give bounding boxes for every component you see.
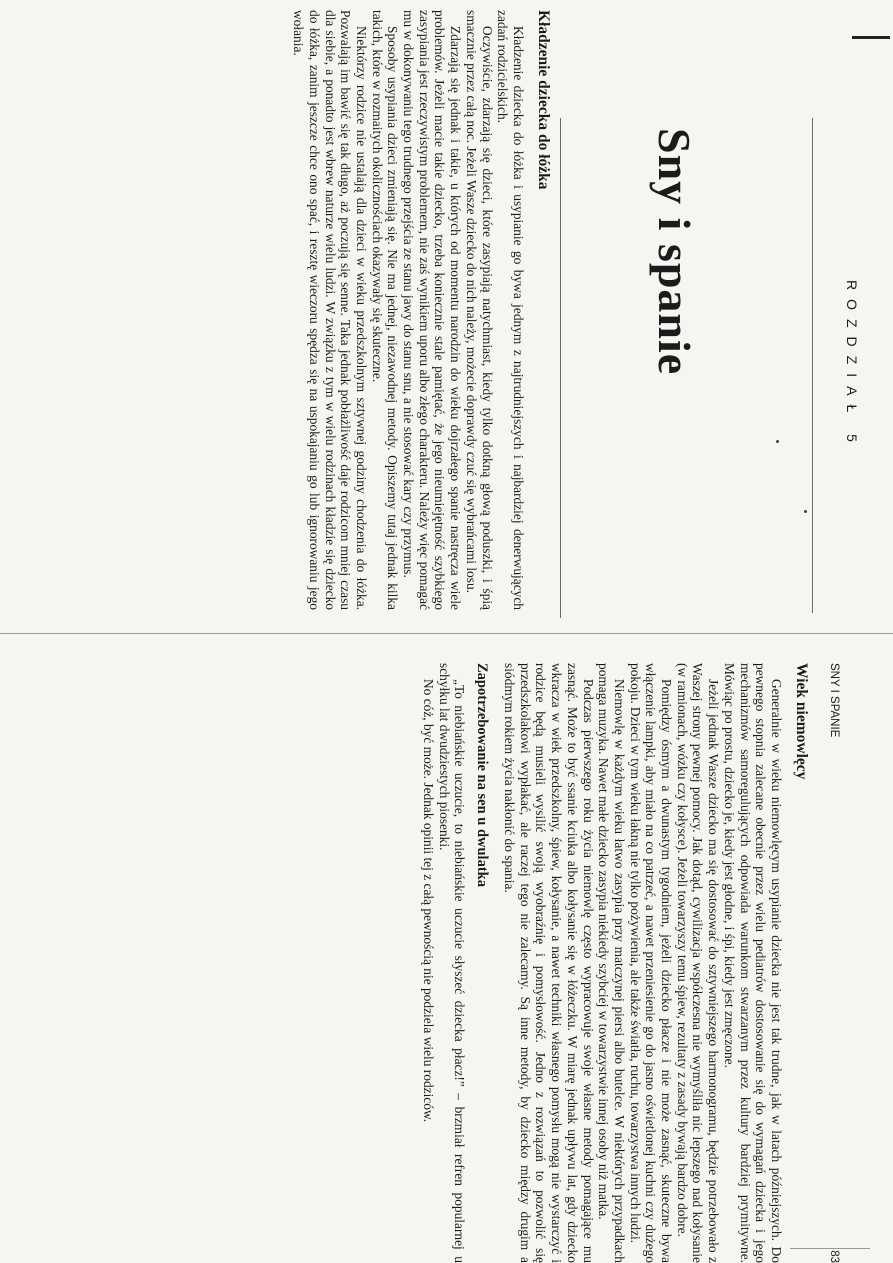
- subsection-title: Zapotrzebowanie na sen u dwulatka: [474, 663, 491, 887]
- paragraph: Sposoby usypiania dzieci zmieniają się. Nie ma jednej, niezawodnej metody. Opiszemy tutaj jednak kilka takich, które w rozmaitych okolicznościach okazywały się skuteczne.: [369, 10, 401, 610]
- paragraph: Niektórzy rodzice nie ustalają dla dzieci w wieku przedszkolnym sztywnej godziny chodzenia do łóżka. Pozwalają im bawić się tak długo, aż poczują się senne. Taka jednak pobłażliwość daje rodzicom mniej czasu dla siebie, a ponadto jest wbrew naturze wielu ludzi. W związku z tym w wielu rodzinach kładzie się dziecko do łóżka, zanim jeszcze chce ono spać, i resztę wieczoru spędza się na uspokajaniu go lub ignorowaniu jego wołania.: [291, 10, 369, 610]
- paragraph: Jeżeli jednak Wasze dziecko ma się dostosować do sztywniejszego harmonogramu, będzie potrzebowało z Waszej strony pewnej pomocy. Jak dotąd, cywilizacja współczesna nie wymyśliła nic lepszego nad kołysanie (w ramionach, wózku czy kołysce). Jeżeli towarzyszy temu śpiew, rezultaty z zasady bywają bardzo dobre.: [674, 663, 722, 1263]
- paragraph: Zdarzają się jednak i takie, u których od momentu narodzin do wieku dojrzałego spanie nastręcza wiele problemów. Jeżeli macie takie dziecko, trzeba koniecznie stale pamiętać, że jego nieumiejętność szybkiego zasypiania jest rzeczywistym problemem, nie zaś wynikiem uporu albo złego charakteru. Należy więc pomagać mu w dokonywaniu tego trudnego przejścia ze stanu jawy do stanu snu, a nie stosować kary czy przymus.: [401, 10, 464, 610]
- left-body: [290, 10, 552, 610]
- paragraph: Niemowlę w każdym wieku łatwo zasypia przy matczynej piersi albo butelce. W niektórych przypadkach pomaga muzyka. Nawet małe dziecko zasypia niekiedy szybciej w towarzystwie innej osoby niż matka.: [596, 663, 627, 1263]
- page-number: 83: [828, 1250, 840, 1263]
- paragraph: No cóż, być może. Jednak opinii tej z całą pewnością nie podziela wielu rodziców.: [420, 679, 436, 1123]
- right-page: [120, 663, 840, 1263]
- section-title: Kładzenie dziecka do łóżka: [535, 10, 552, 190]
- page-divider: [0, 633, 893, 634]
- running-head: [828, 663, 840, 1263]
- chapter-label: ROZDZIAŁ 5: [844, 280, 860, 451]
- paragraph: „To niebiańskie uczucie, to niebiańskie uczucie słyszeć dziecka płacz!” – brzmiał refren popularnej u schyłku lat dwudziestych piosenki.: [436, 663, 468, 1263]
- right-body: [420, 663, 810, 1263]
- paragraph: Generalnie w wieku niemowlęcym usypianie dziecka nie jest tak trudne, jak w latach późniejszych. Do pewnego stopnia zalecane obecnie przez wielu pediatrów dostosowanie się do wymagań dziecka i jego mechanizmów samoregulujących odpowiada warunkom stwarzanym przez kultury bardziej prymitywne. Mówiąc po prostu, dziecko je, kiedy jest głodne, i śpi, kiedy jest zmęczone.: [721, 663, 784, 1263]
- left-page: [140, 10, 860, 610]
- paragraph: Kładzenie dziecka do łóżka i usypianie go bywa jednym z najtrudniejszych i najbardziej denerwujących zadań rodzicielskich.: [495, 10, 526, 610]
- paragraph: Podczas pierwszego roku życia niemowlę często wypracowuje swoje własne metody pomagające mu zasnąć. Może to być ssanie kciuka albo kołysanie się w łóżeczku. W miarę jednak upływu lat, gdy dziecko wkracza w wiek przedszkolny, śpiew, kołysanie, a nawet techniki własnego pomysłu mogą nie wystarczyć i rodzice będą musieli wysilić swoją wyobraźnię i pomysłowość. Jedno z rozwiązań to pozwolić się przedszkolakowi wypłakać, ale raczej tego nie zalecamy. Są inne metody, by dziecko między drugim a siódmym rokiem życia nakłonić do spania.: [502, 663, 596, 1263]
- paragraph: Oczywiście, zdarzają się dzieci, które zasypiają natychmiast, kiedy tylko dotkną głową poduszki, i śpią smacznie przez całą noc. Jeżeli Wasze dziecko do nich należy, możecie doprawdy czuć się wybrańcami losu.: [463, 10, 495, 610]
- paragraph: Pomiędzy ósmym a dwunastym tygodniem, jeżeli dziecko płacze i nie może zasnąć, skuteczne bywa włączenie lampki, aby miało na co patrzeć, a nawet przeniesienie go do jasno oświetlonej kuchni czy dużego pokoju. Dzieci w tym wieku łakną nie tylko pożywienia, ale także światła, ruchu, towarzystwa innych ludzi.: [627, 663, 675, 1263]
- section-title: Wiek niemowlęcy: [793, 663, 810, 780]
- chapter-title: Sny i spanie: [649, 128, 700, 376]
- running-head-title: SNY I SPANIE: [828, 663, 840, 738]
